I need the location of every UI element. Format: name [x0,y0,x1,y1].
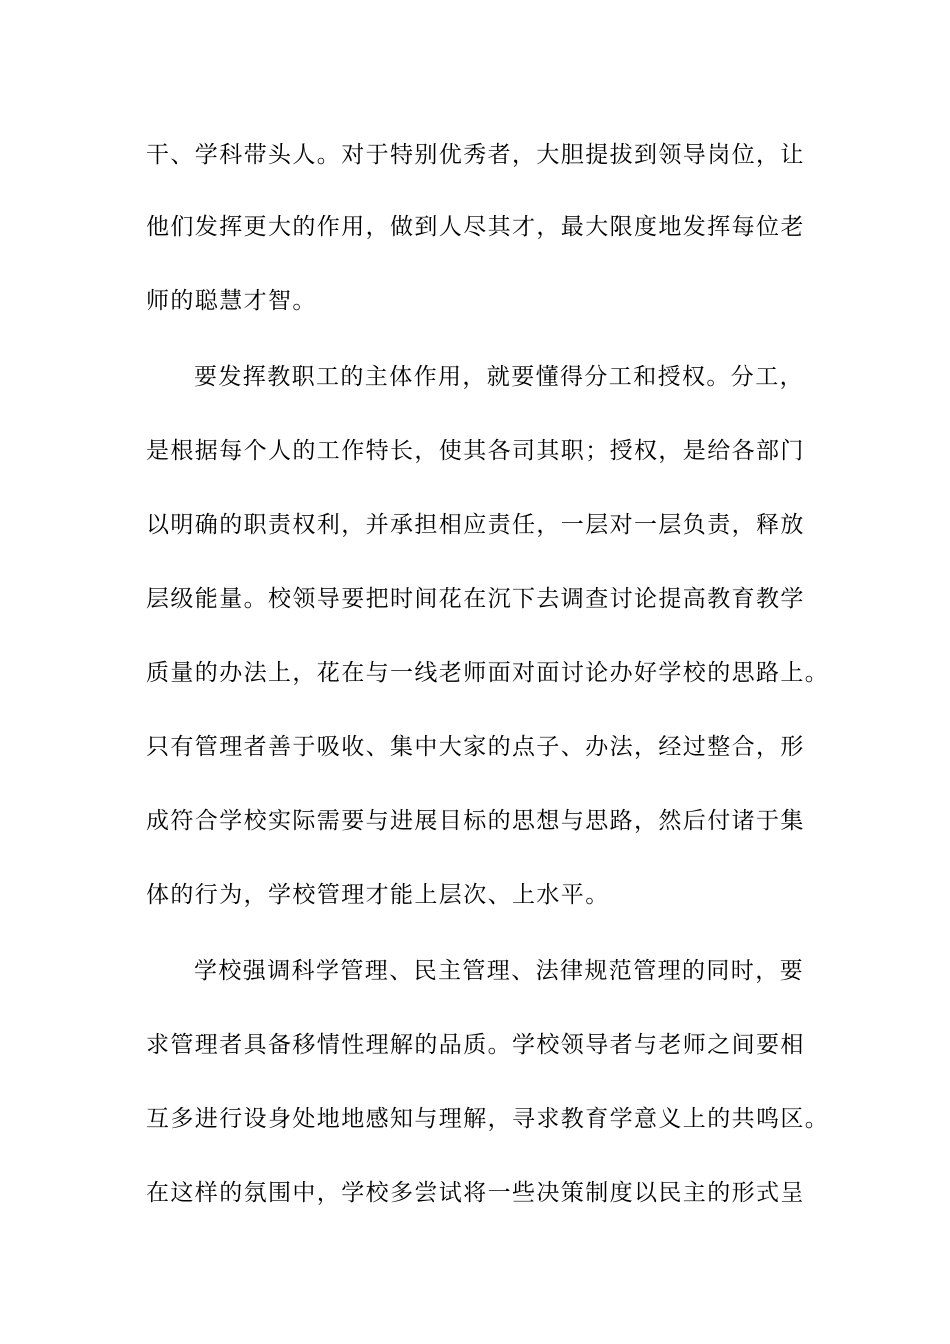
text-line-11: 体的行为，学校管理才能上层次、上水平。 [146,882,610,908]
text-line-7: 层级能量。校领导要把时间花在沉下去调查讨论提高教育教学 [146,586,805,612]
text-line-2: 他们发挥更大的作用，做到人尽其才，最大限度地发挥每位老 [146,214,805,240]
text-line-9: 只有管理者善于吸收、集中大家的点子、办法，经过整合，形 [146,734,805,760]
text-line-4: 要发挥教职工的主体作用，就要懂得分工和授权。分工， [194,364,804,390]
text-line-6: 以明确的职责权利，并承担相应责任，一层对一层负责，释放 [146,512,805,538]
text-line-13: 求管理者具备移情性理解的品质。学校领导者与老师之间要相 [146,1032,805,1058]
text-line-1: 干、学科带头人。对于特别优秀者，大胆提拔到领导岗位，让 [146,142,805,168]
text-line-15: 在这样的氛围中，学校多尝试将一些决策制度以民主的形式呈 [146,1180,805,1206]
text-line-12: 学校强调科学管理、民主管理、法律规范管理的同时，要 [194,958,804,984]
text-line-3: 师的聪慧才智。 [146,288,317,314]
text-line-14: 互多进行设身处地地感知与理解，寻求教育学意义上的共鸣区。 [146,1106,830,1132]
text-line-5: 是根据每个人的工作特长，使其各司其职；授权，是给各部门 [146,438,805,464]
text-line-8: 质量的办法上，花在与一线老师面对面讨论办好学校的思路上。 [146,660,830,686]
text-line-10: 成符合学校实际需要与进展目标的思想与思路，然后付诸于集 [146,808,805,834]
